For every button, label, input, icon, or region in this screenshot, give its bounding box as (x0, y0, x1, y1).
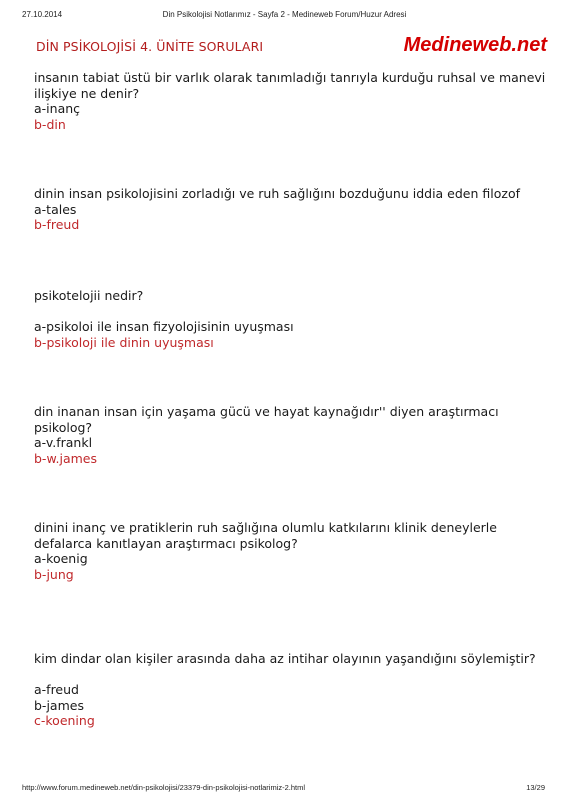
option: a-koenig (34, 551, 88, 566)
options (34, 101, 554, 132)
option: a-v.frankl (34, 435, 93, 450)
answer-option: b-w.james (34, 450, 98, 466)
option: a-tales (34, 201, 77, 217)
question-text: dinini inanç ve pratiklerin ruh sağlığına olumlu katkılarını klinik deneylerle defalarca kanıtlayan araştırmacı psikolog? (34, 520, 497, 551)
page-header (0, 10, 569, 24)
option: a-psikoloi ile insan fizyolojisinin uyuşması (34, 319, 294, 334)
question-1 (34, 70, 554, 132)
options (34, 319, 554, 350)
footer-url: http://www.forum.medineweb.net/din-psikolojisi/23379-din-psikolojisi-notlarimiz-2.html (22, 783, 306, 792)
question-3 (34, 288, 554, 350)
answer-option: c-koening (34, 713, 95, 728)
answer-option: b-din (34, 116, 66, 132)
options (34, 435, 554, 466)
option: b-james (34, 697, 84, 713)
options (34, 202, 554, 233)
page-number: 13/29 (526, 783, 545, 792)
brand-logo-text: Medineweb.net (403, 34, 547, 56)
question-2 (34, 186, 554, 233)
question-4 (34, 404, 554, 466)
question-text: dinin insan psikolojisini zorladığı ve ruh sağlığını bozduğunu iddia eden filozof (34, 186, 520, 201)
answer-option: b-jung (34, 566, 74, 582)
question-text: insanın tabiat üstü bir varlık olarak tanımladığı tanrıyla kurduğu ruhsal ve manevi ilişkiye ne denir? (34, 70, 546, 101)
answer-option: b-freud (34, 217, 80, 232)
option: a-freud (34, 682, 79, 697)
question-text: kim dindar olan kişiler arasında daha az intihar olayının yaşandığını söylemiştir? (34, 651, 536, 666)
question-6 (34, 651, 554, 729)
answer-option: b-psikoloji ile dinin uyuşması (34, 334, 214, 350)
options (34, 551, 554, 582)
page-heading: DİN PSİKOLOJİSİ 4. ÜNİTE SORULARI (36, 39, 264, 54)
question-5 (34, 520, 554, 582)
option: a-inanç (34, 101, 81, 116)
options (34, 682, 554, 729)
print-title: Din Psikolojisi Notlarımız - Sayfa 2 - Medineweb Forum/Huzur Adresi (162, 10, 407, 19)
question-text: psikotelojii nedir? (34, 288, 144, 303)
print-date: 27.10.2014 (22, 10, 63, 19)
question-text: din inanan insan için yaşama gücü ve hayat kaynağıdır'' diyen araştırmacı psikolog? (34, 404, 499, 435)
page-footer (0, 783, 569, 795)
